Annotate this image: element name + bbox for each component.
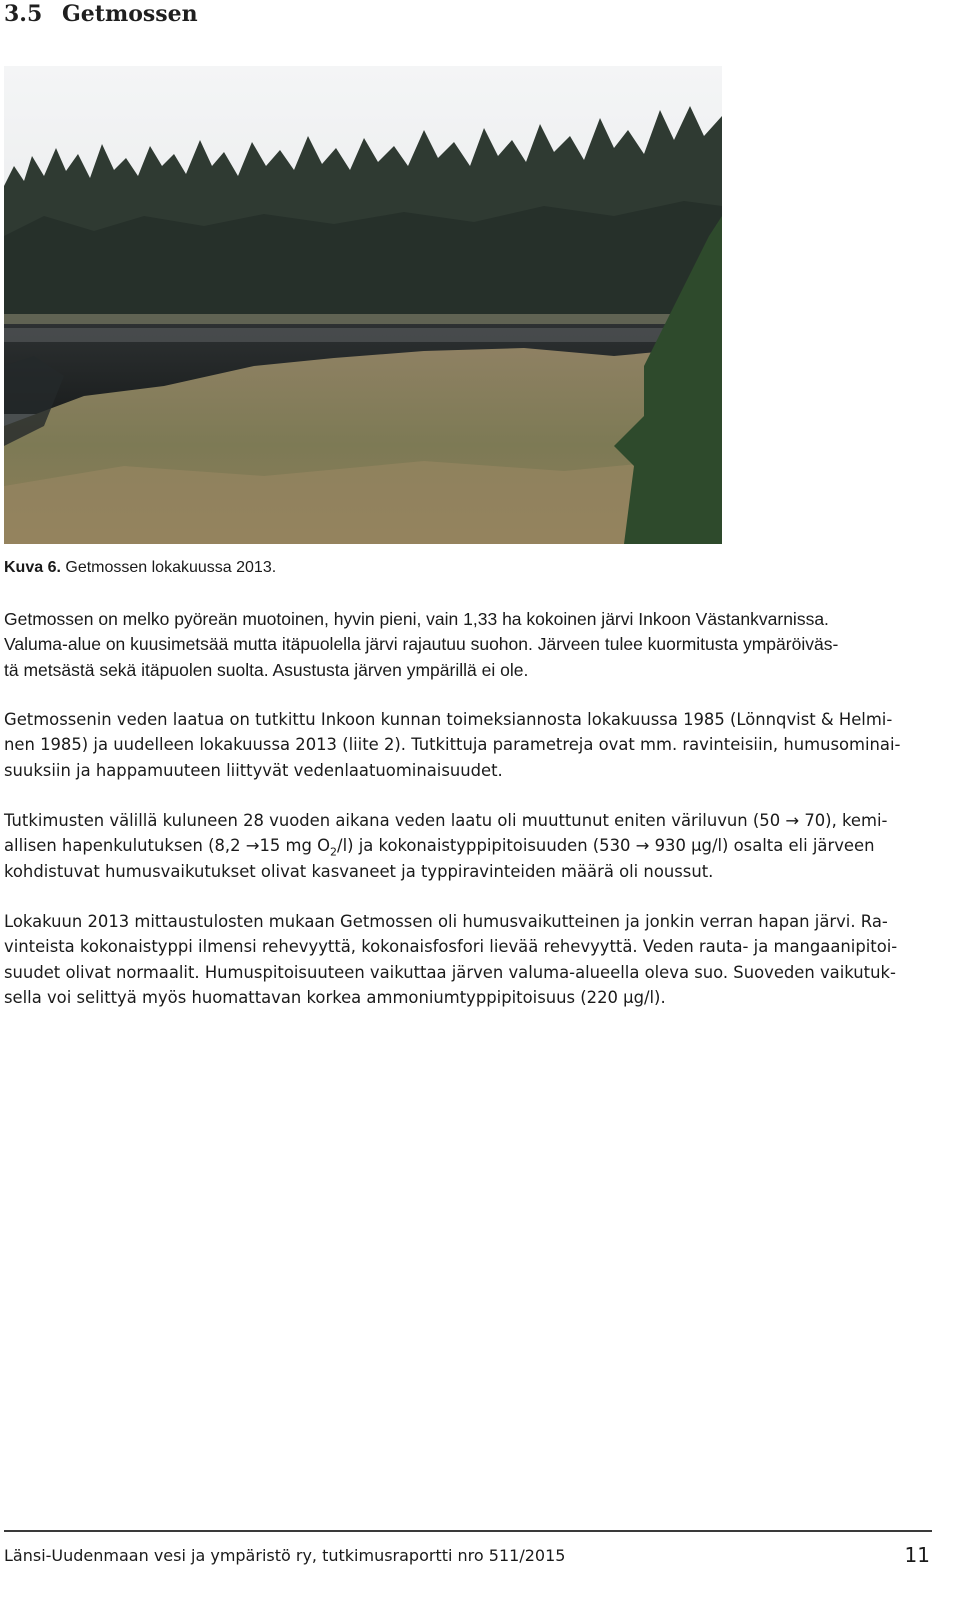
caption-label: Kuva 6. <box>4 559 61 576</box>
page-number: 11 <box>904 1543 930 1567</box>
lake-photo <box>4 66 722 544</box>
paragraph-line <box>4 833 932 858</box>
paragraph-4 <box>4 909 932 1010</box>
section-heading <box>4 0 198 30</box>
figure-caption <box>4 557 276 579</box>
paragraph-line: Valuma-alue on kuusimetsää mutta itäpuolella järvi rajautuu suohon. Järveen tulee kuormitusta ympäröiväs- <box>4 634 839 655</box>
paragraph-line: Tutkimusten välillä kuluneen 28 vuoden aikana veden laatu oli muuttunut eniten väriluvun (50 → 70), kemi- <box>4 811 888 830</box>
paragraph-3 <box>4 808 932 884</box>
paragraph-line: Getmossenin veden laatua on tutkittu Inkoon kunnan toimeksiannosta lokakuussa 1985 (Lönnqvist & Helmi- <box>4 710 893 729</box>
subscript: 2 <box>330 845 338 859</box>
paragraph-1 <box>4 607 932 683</box>
paragraph-line: Lokakuun 2013 mittaustulosten mukaan Getmossen oli humusvaikutteinen ja jonkin verran hapan järvi. Ra- <box>4 912 888 931</box>
paragraph-line: tä metsästä sekä itäpuolen suolta. Asustusta järven ympärillä ei ole. <box>4 659 529 680</box>
paragraph-text: allisen hapenkulutuksen (8,2 →15 mg O <box>4 836 331 856</box>
paragraph-line: vinteista kokonaistyppi ilmensi rehevyyttä, kokonaisfosfori lievää rehevyyttä. Veden rauta- ja mangaanipitoi- <box>4 937 898 957</box>
paragraph-line: nen 1985) ja uudelleen lokakuussa 2013 (liite 2). Tutkittuja parametreja ovat mm. ravinteisiin, humusominai- <box>4 735 901 755</box>
paragraph-line: suudet olivat normaalit. Humuspitoisuuteen vaikuttaa järven valuma-alueella oleva suo. Suoveden vaikutuk- <box>4 962 896 982</box>
paragraph-line: kohdistuvat humusvaikutukset olivat kasvaneet ja typpiravinteiden määrä oli noussut. <box>4 861 714 881</box>
paragraph-line: Getmossen on melko pyöreän muotoinen, hyvin pieni, vain 1,33 ha kokoinen järvi Inkoon Västankvarnissa. <box>4 609 829 629</box>
caption-text: Getmossen lokakuussa 2013. <box>60 559 277 576</box>
paragraph-line: sella voi selittyä myös huomattavan korkea ammoniumtyppipitoisuus (220 µg/l). <box>4 987 666 1007</box>
footer-divider <box>4 1530 932 1532</box>
paragraph-line: suuksiin ja happamuuteen liittyvät vedenlaatuominaisuudet. <box>4 760 503 780</box>
section-title: Getmossen <box>62 1 198 27</box>
paragraph-2 <box>4 707 932 783</box>
paragraph-text: /l) ja kokonaistyppipitoisuuden (530 → 930 µg/l) osalta eli järveen <box>337 836 875 856</box>
section-number: 3.5 <box>4 1 43 27</box>
footer-publisher: Länsi-Uudenmaan vesi ja ympäristö ry, tutkimusraportti nro 511/2015 <box>4 1546 566 1565</box>
